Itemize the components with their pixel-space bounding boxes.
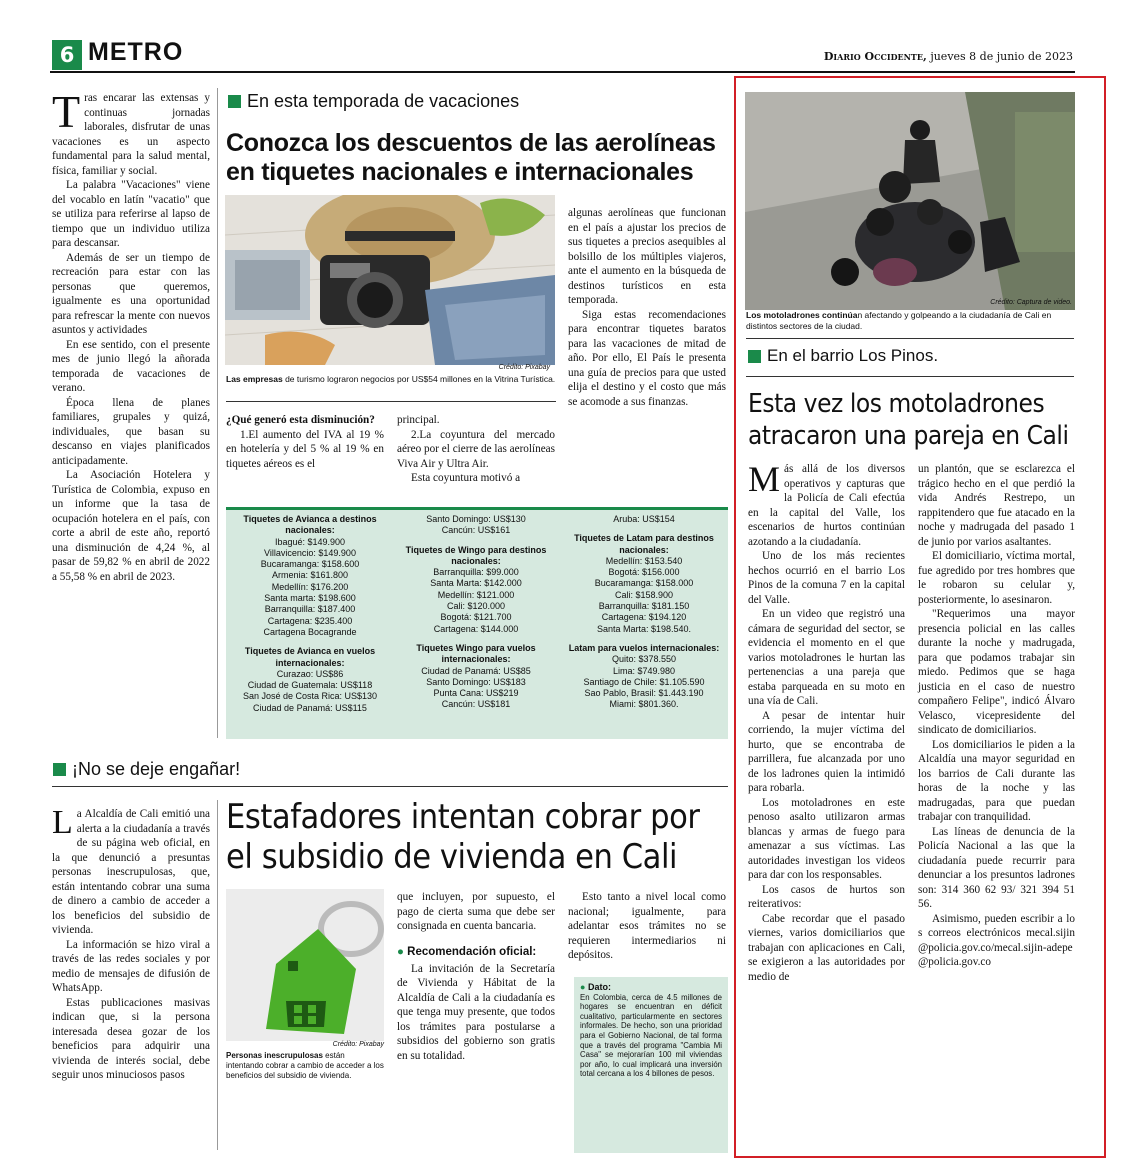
kicker-text: En el barrio Los Pinos. bbox=[767, 346, 939, 365]
paragraph: Estas publicaciones masivas indican que, si la persona interesada desea gozar de los beneficios para adquirir una vivienda de interés social, debe seguir unos minuciosos pasos bbox=[52, 996, 210, 1081]
table-item: Ciudad de Guatemala: US$118 bbox=[247, 680, 373, 691]
vac-col2 bbox=[226, 413, 384, 471]
table-item: Cancún: US$181 bbox=[441, 699, 511, 710]
caption-rule bbox=[746, 338, 1074, 339]
table-item: Bogotá: $156.000 bbox=[608, 567, 680, 578]
vac-col3 bbox=[397, 413, 555, 486]
table-col-avianca bbox=[230, 514, 390, 714]
paragraph: ás allá de los diversos operativos y capturas que la Policía de Cali efectúa en la capital del Valle, los escenarios de hurtos continúan azotando a la ciudadanía. bbox=[748, 463, 905, 548]
paragraph: Los motoladrones en este penoso asalto utilizaron armas blancas y armas de fuego para amenazar a sus víctimas. Las autoridades investigan los videos para dar con los responsables. bbox=[748, 796, 905, 881]
theft-col1 bbox=[748, 459, 905, 984]
table-item: Cali: $120.000 bbox=[446, 601, 506, 612]
table-item: Bucaramanga: $158.000 bbox=[594, 578, 694, 589]
kicker-square bbox=[53, 763, 66, 776]
table-item: Villavicencio: $149.900 bbox=[264, 547, 356, 558]
dato-box bbox=[574, 977, 728, 1153]
caption-rule bbox=[226, 401, 556, 402]
vac-headline: Conozca los descuentos de las aerolíneas en tiquetes nacionales e internacionales bbox=[226, 129, 716, 186]
dropcap: M bbox=[748, 459, 781, 499]
paragraph: Uno de los más recientes hechos ocurrió en el barrio Los Pinos de la comuna 7 en la capital del Valle. bbox=[748, 550, 905, 606]
paragraph: Asimismo, pueden escribir a los correos electrónicos mecal.sijin@policia.gov.co/mecal.sijin-adepe@policia.gov.co bbox=[918, 912, 1075, 968]
table-item: Santa Marta: $142.000 bbox=[430, 578, 522, 589]
scam-headline: Estafadores intentan cobrar por el subsidio de vivienda en Cali bbox=[226, 797, 700, 877]
table-heading: Tiquetes de Wingo para destinos nacionales: bbox=[405, 544, 547, 566]
table-item: Barranquilla: $181.150 bbox=[598, 601, 690, 612]
vacation-photo bbox=[225, 195, 555, 365]
paragraph: A pesar de intentar huir corriendo, la mujer víctima del hurto, que se encontraba de parrillera, fue alcanzada por uno de los ladrones quien la intimidó para robarla. bbox=[748, 709, 905, 794]
table-item: Sao Pablo, Brasil: $1.443.190 bbox=[584, 688, 704, 699]
table-heading: Tiquetes de Avianca en vuelos internacionales: bbox=[244, 646, 376, 668]
paragraph: Los casos de hurtos son reiterativos: bbox=[748, 883, 905, 910]
table-item: Medellín: $121.000 bbox=[437, 589, 515, 600]
paragraph: Los domiciliarios le piden a la Alcaldía una mayor seguridad en los barrios de Cali durante las horas de la noche y las madrugadas, para que puedan trabajar con tranquilidad. bbox=[918, 738, 1075, 823]
table-item: Curazao: US$86 bbox=[276, 668, 344, 679]
bullet-icon: ● bbox=[397, 945, 404, 958]
caption-lead: Las empresas bbox=[226, 374, 283, 384]
scam-kicker bbox=[53, 759, 240, 780]
theft-kicker bbox=[748, 346, 938, 366]
dropcap: L bbox=[52, 804, 73, 841]
paragraph: Época llena de planes familiares, grupales y quizá, individuales, que basan su descanso en viajes planificados anticipadamente. bbox=[52, 396, 210, 467]
table-heading: Tiquetes de Latam para destinos nacionales: bbox=[574, 533, 714, 555]
paragraph: a Alcaldía de Cali emitió una alerta a la ciudadanía a través de su página web oficial, en la que denunció a presuntas personas inescrupulosas, que, están intentando cobrar una suma de dinero a cambio de acceder a los beneficios del subsidio de vivienda. bbox=[52, 808, 210, 936]
paragraph: Esta coyuntura motivó a bbox=[411, 472, 521, 484]
paragraph: Siga estas recomendaciones para encontrar tiquetes baratos para las vacaciones de mitad de año. Por ello, El País le presenta una guía de precios para que usted elija el destino y el costo que más se acomode a sus finanzas. bbox=[568, 308, 726, 408]
table-item: Bucaramanga: $158.600 bbox=[260, 559, 360, 570]
dropcap: T bbox=[52, 86, 81, 137]
caption-lead: Los motoladrones continúa bbox=[746, 310, 858, 320]
vacation-items-illustration bbox=[225, 195, 555, 365]
theft-col2 bbox=[918, 462, 1075, 970]
vac-photo-caption bbox=[226, 374, 556, 385]
paragraph: Cabe recordar que el pasado viernes, varios domiciliarios que trabajan con aplicaciones en Cali, se exigieron a las autoridades por medio de bbox=[748, 912, 905, 983]
table-item: Medellín: $176.200 bbox=[271, 581, 349, 592]
scam-photo-caption bbox=[226, 1051, 384, 1081]
paragraph: La invitación de la Secretaría de Vivienda y Hábitat de la Alcaldía de Cali a la ciudadanía es que tenga muy presente, que todos los trámites para postularse a subsidios del gobierno son gratis en su totalidad. bbox=[397, 962, 555, 1062]
table-item: Santiago de Chile: $1.105.590 bbox=[583, 676, 705, 687]
issue-date: jueves 8 de junio de 2023 bbox=[930, 50, 1073, 63]
table-item: Barranquilla: $187.400 bbox=[264, 604, 356, 615]
kicker-text: En esta temporada de vacaciones bbox=[247, 91, 520, 111]
column-divider bbox=[217, 800, 218, 1150]
paragraph: un plantón, que se esclarezca el trágico hecho en el que perdió la vida Andrés Restrepo, un rappitendero que fue atacado en la noche y madrugada del pasado 1 de junio por varios asaltantes. bbox=[918, 463, 1075, 548]
vac-photo-credit: Crédito: Pixabay bbox=[498, 364, 550, 371]
table-item: Ibagué: $149.900 bbox=[274, 536, 346, 547]
table-item: Cartagena: $194.120 bbox=[601, 612, 687, 623]
table-heading: Tiquetes de Avianca a destinos nacionales: bbox=[243, 514, 377, 536]
table-item: Aruba: US$154 bbox=[613, 514, 675, 524]
paragraph: ras encarar las extensas y continuas jornadas laborales, disfrutar de unas vacaciones es un aspecto fundamental para la salud mental, física, familiar y social. bbox=[52, 92, 210, 177]
table-item: Cancún: US$161 bbox=[441, 525, 511, 536]
vac-col4 bbox=[568, 206, 726, 409]
theft-photo-credit: Crédito: Captura de video. bbox=[990, 299, 1072, 306]
table-item: Bogotá: $121.700 bbox=[440, 612, 512, 623]
vac-col1 bbox=[52, 86, 210, 584]
table-item: Barranquilla: $99.000 bbox=[433, 567, 519, 578]
table-item: Santa Marta: $198.540. bbox=[596, 623, 692, 634]
paper-name-date bbox=[824, 50, 1073, 63]
caption-text: de turismo lograron negocios por US$54 millones en la Vitrina Turística. bbox=[282, 374, 556, 384]
table-item: San José de Costa Rica: US$130 bbox=[242, 691, 378, 702]
subhead: Recomendación oficial: bbox=[407, 945, 537, 958]
paragraph: Esto tanto a nivel local como nacional; igualmente, para adelantar esos trámites no se requieren intermediarios ni depósitos. bbox=[568, 891, 726, 961]
paragraph: La información se hizo viral a través de las redes sociales y por medio de mensajes de difusión de WhatsApp. bbox=[52, 938, 210, 994]
paragraph: principal. bbox=[397, 414, 440, 426]
section-rule bbox=[746, 376, 1074, 377]
house-keychain-illustration bbox=[226, 889, 384, 1041]
table-item: Santo Domingo: US$130 bbox=[426, 514, 526, 524]
table-item: Cali: $158.900 bbox=[614, 589, 674, 600]
robbery-photo bbox=[745, 92, 1075, 310]
subhead: ¿Qué generó esta disminución? bbox=[226, 414, 375, 426]
table-heading: Latam para vuelos internacionales: bbox=[568, 642, 720, 653]
dato-text: En Colombia, cerca de 4.5 millones de hogares se encuentran en déficit cualitativo, particularmente en sectores informales. De hecho, son una prioridad para el Gobierno Nacional, de tal forma que a través del programa "Cambia Mi Casa" se mejorarían 100 mil viviendas por año, lo cual implicará una inversión total cercana a los 4 billones de pesos. bbox=[580, 992, 722, 1079]
theft-headline: Esta vez los motoladrones atracaron una pareja en Cali bbox=[748, 389, 1069, 451]
scam-col2 bbox=[397, 890, 555, 1063]
kicker-square bbox=[228, 95, 241, 108]
paragraph: Las líneas de denuncia de la Policía Nacional a las que la ciudadanía puede recurrir para denunciar a los presuntos ladrones son: 314 360 62 93/ 321 394 51 56. bbox=[918, 825, 1075, 910]
table-item: Cartagena: $235.400 bbox=[267, 615, 353, 626]
table-item: Miami: $801.360. bbox=[609, 699, 679, 710]
caption-text: n afectando y golpeando a la ciudadanía de Cali en distintos sectores de la ciudad. bbox=[746, 310, 1052, 331]
house-photo bbox=[226, 889, 384, 1041]
paragraph: 1.El aumento del IVA al 19 % en hotelería y del 5 % al 19 % en tiquetes aéreos es el bbox=[226, 428, 384, 470]
section-title: METRO bbox=[88, 38, 184, 66]
paragraph: El domiciliario, víctima mortal, fue agredido por tres hombres que le robaron su celular y, posteriormente, lo asesinaron. bbox=[918, 550, 1075, 606]
paragraph: algunas aerolíneas que funcionan en el país a ajustar los precios de sus tiquetes a precios asequibles al bolsillo de los múltiples viajeros, ante el aumento en la búsqueda de destinos turísticos en esta temporada. bbox=[568, 207, 726, 306]
table-item: Cartagena: $144.000 bbox=[433, 623, 519, 634]
page-number: 6 bbox=[52, 40, 82, 70]
paragraph: En un video que registró una cámara de seguridad del sector, se evidencia el momento en el que varios motoladrones le hurtan las pertenencias a una pareja que estaba parqueada en su moto en una vía de Cali. bbox=[748, 608, 905, 707]
table-col-wingo bbox=[396, 514, 556, 711]
table-item: Lima: $749.980 bbox=[612, 665, 676, 676]
section-rule bbox=[52, 786, 728, 787]
table-item: Punta Cana: US$219 bbox=[433, 688, 519, 699]
table-item: Quito: $378.550 bbox=[611, 654, 677, 665]
vac-kicker bbox=[228, 91, 519, 112]
dato-title: Dato: bbox=[587, 982, 611, 992]
table-item: Santa marta: $198.600 bbox=[264, 593, 356, 604]
column-divider bbox=[217, 88, 218, 738]
security-camera-capture bbox=[745, 92, 1075, 310]
caption-lead: Personas inescrupulosas bbox=[226, 1051, 323, 1060]
paragraph: La palabra "Vacaciones" viene del vocablo en latín "vacatio" que se utiliza para referirse al lapso de tiempo que un individuo utiliza para descansar. bbox=[52, 179, 210, 249]
scam-col3 bbox=[568, 890, 726, 963]
table-heading: Tiquetes Wingo para vuelos internacionales: bbox=[416, 642, 536, 665]
theft-photo-caption bbox=[746, 310, 1076, 332]
caption-text: están intentando cobrar a cambio de acceder a los beneficios del subsidio de vivienda. bbox=[226, 1051, 384, 1080]
kicker-square bbox=[748, 350, 761, 363]
paragraph: En ese sentido, con el presente mes de junio llegó la añorada temporada de vacaciones de verano. bbox=[52, 338, 210, 394]
table-item: Armenia: $161.800 bbox=[271, 570, 349, 581]
paragraph: "Requerimos una mayor presencia policial en las calles durante la noche y madrugada, para que podamos trabajar sin miedo. Pedimos que se haga justicia en el caso de nuestro compañero Felipe", indicó Álvaro Velasco, vicepresidente del sindicato de domiciliarios. bbox=[918, 608, 1075, 736]
paragraph: La Asociación Hotelera y Turística de Colombia, expuso en un informe que la tasa de ocupación hotelera en el país, con corte a abril de este año, reportó una disminución de 4,24 %, al pasar de 59,82 % en abril de 2022 a 55,58 % en abril de 2023. bbox=[52, 469, 210, 583]
header-rule bbox=[50, 71, 1075, 73]
paragraph: que incluyen, por supuesto, el pago de cierta suma que debe ser consignada en cuenta bancaria. bbox=[397, 891, 555, 932]
paragraph: 2.La coyuntura del mercado aéreo por el cierre de las aerolíneas Viva Air y Ultra Air. bbox=[397, 428, 555, 470]
table-item: Medellín: $153.540 bbox=[605, 555, 683, 566]
bullet-icon: ● bbox=[580, 982, 586, 992]
scam-col1 bbox=[52, 804, 210, 1083]
paper-name: Diario Occidente, bbox=[823, 50, 927, 63]
table-col-latam bbox=[564, 514, 724, 711]
table-item: Ciudad de Panamá: US$115 bbox=[253, 702, 367, 713]
paragraph: Además de ser un tiempo de recreación para estar con las personas que queremos, igualmente es una oportunidad para refrescar la mente con nuevos asuntos y actividades bbox=[52, 251, 210, 336]
table-item: Santo Domingo: US$183 bbox=[426, 676, 526, 687]
kicker-text: ¡No se deje engañar! bbox=[72, 759, 241, 779]
table-item: Cartagena Bocagrande bbox=[263, 626, 357, 637]
price-table bbox=[226, 507, 728, 739]
table-item: Ciudad de Panamá: US$85 bbox=[421, 665, 531, 676]
scam-photo-credit: Crédito: Pixabay bbox=[332, 1041, 384, 1048]
